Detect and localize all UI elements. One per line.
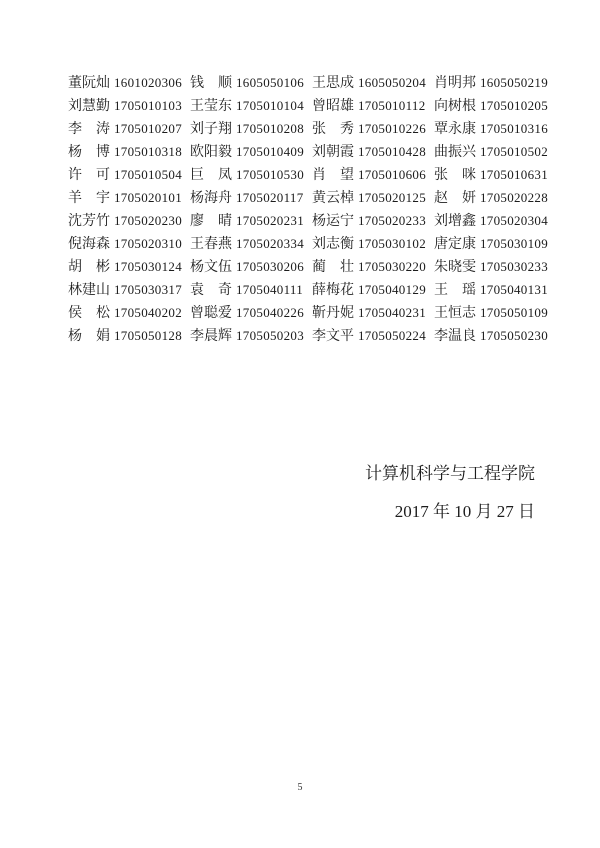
student-name: 蔺 壮: [312, 260, 354, 275]
student-name: 王恒志: [434, 306, 476, 321]
roster-entry: [68, 71, 190, 94]
student-id: 1705010318: [114, 144, 182, 159]
student-id: 1705040231: [358, 305, 426, 320]
roster-entry: [434, 301, 556, 324]
page-number: 5: [297, 782, 303, 793]
student-id: 1601020306: [114, 75, 182, 90]
roster-entry: [68, 94, 190, 117]
roster-row: [68, 255, 560, 278]
student-id: 1705010205: [480, 98, 548, 113]
student-id: 1605050204: [358, 75, 426, 90]
roster-entry: [312, 255, 434, 278]
roster-entry: [312, 232, 434, 255]
roster-row: [68, 209, 560, 232]
student-id: 1705010208: [236, 121, 304, 136]
student-name: 曾聪爱: [190, 306, 232, 321]
roster-entry: [68, 324, 190, 347]
student-name: 张 咪: [434, 168, 476, 183]
student-id: 1605050106: [236, 75, 304, 90]
student-name: 朱晓雯: [434, 260, 476, 275]
roster-row: [68, 117, 560, 140]
student-name: 林建山: [68, 283, 110, 298]
student-id: 1605050219: [480, 75, 548, 90]
roster-entry: [312, 324, 434, 347]
student-name: 薛梅花: [312, 283, 354, 298]
roster-entry: [434, 278, 556, 301]
roster-entry: [190, 117, 312, 140]
student-id: 1705030220: [358, 259, 426, 274]
roster-entry: [434, 255, 556, 278]
roster-row: [68, 324, 560, 347]
student-name: 李文平: [312, 329, 354, 344]
roster-entry: [312, 301, 434, 324]
signature-date: 2017 年 10 月 27 日: [394, 502, 535, 521]
roster-entry: [68, 209, 190, 232]
student-name: 肖 望: [312, 168, 354, 183]
student-id: 1705020310: [114, 236, 182, 251]
student-id: 1705010226: [358, 121, 426, 136]
student-roster: [68, 71, 560, 347]
student-id: 1705050230: [480, 328, 548, 343]
roster-entry: [434, 163, 556, 186]
student-id: 1705040111: [236, 282, 304, 297]
student-id: 1705040129: [358, 282, 426, 297]
roster-entry: [190, 232, 312, 255]
student-id: 1705020101: [114, 190, 182, 205]
roster-entry: [312, 209, 434, 232]
student-id: 1705030206: [236, 259, 304, 274]
student-name: 杨运宁: [312, 214, 354, 229]
student-id: 1705010104: [236, 98, 304, 113]
roster-row: [68, 301, 560, 324]
student-name: 杨 娟: [68, 329, 110, 344]
student-id: 1705040226: [236, 305, 304, 320]
roster-entry: [68, 232, 190, 255]
student-id: 1705010530: [236, 167, 304, 182]
student-id: 1705010207: [114, 121, 182, 136]
roster-entry: [190, 324, 312, 347]
student-id: 1705030124: [114, 259, 182, 274]
student-name: 向树根: [434, 99, 476, 114]
roster-entry: [434, 232, 556, 255]
student-id: 1705020304: [480, 213, 548, 228]
roster-entry: [190, 140, 312, 163]
student-id: 1705010504: [114, 167, 182, 182]
roster-entry: [312, 140, 434, 163]
student-name: 杨 博: [68, 145, 110, 160]
student-id: 1705030317: [114, 282, 182, 297]
student-name: 覃永康: [434, 122, 476, 137]
roster-entry: [68, 163, 190, 186]
student-name: 肖明邦: [434, 76, 476, 91]
student-id: 1705020334: [236, 236, 304, 251]
student-name: 廖 晴: [190, 214, 232, 229]
roster-entry: [312, 186, 434, 209]
student-name: 胡 彬: [68, 260, 110, 275]
student-id: 1705020117: [236, 190, 304, 205]
student-name: 李晨辉: [190, 329, 232, 344]
roster-entry: [312, 117, 434, 140]
roster-row: [68, 71, 560, 94]
student-name: 欧阳毅: [190, 145, 232, 160]
roster-entry: [68, 301, 190, 324]
roster-entry: [190, 209, 312, 232]
student-name: 倪海森: [68, 237, 110, 252]
student-id: 1705010631: [480, 167, 548, 182]
student-name: 唐定康: [434, 237, 476, 252]
student-name: 王 瑶: [434, 283, 476, 298]
student-id: 1705030102: [358, 236, 426, 251]
roster-entry: [434, 140, 556, 163]
roster-entry: [68, 186, 190, 209]
student-name: 杨文伍: [190, 260, 232, 275]
roster-entry: [434, 71, 556, 94]
student-id: 1705020230: [114, 213, 182, 228]
roster-entry: [190, 71, 312, 94]
student-id: 1705020231: [236, 213, 304, 228]
student-name: 沈芳竹: [68, 214, 110, 229]
roster-row: [68, 232, 560, 255]
student-id: 1705010409: [236, 144, 304, 159]
student-id: 1705010316: [480, 121, 548, 136]
roster-entry: [190, 301, 312, 324]
roster-entry: [68, 278, 190, 301]
roster-entry: [68, 117, 190, 140]
roster-entry: [434, 94, 556, 117]
roster-row: [68, 140, 560, 163]
institution-signature: 计算机科学与工程学院: [365, 464, 535, 483]
student-id: 1705010103: [114, 98, 182, 113]
student-id: 1705010502: [480, 144, 548, 159]
student-name: 靳丹妮: [312, 306, 354, 321]
roster-entry: [312, 163, 434, 186]
student-name: 许 可: [68, 168, 110, 183]
roster-entry: [190, 94, 312, 117]
roster-row: [68, 94, 560, 117]
student-id: 1705020233: [358, 213, 426, 228]
roster-entry: [190, 255, 312, 278]
student-name: 李 涛: [68, 122, 110, 137]
student-name: 刘增鑫: [434, 214, 476, 229]
roster-row: [68, 186, 560, 209]
student-id: 1705030109: [480, 236, 548, 251]
student-id: 1705020228: [480, 190, 548, 205]
student-name: 钱 顺: [190, 76, 232, 91]
student-name: 刘子翔: [190, 122, 232, 137]
roster-entry: [68, 255, 190, 278]
roster-entry: [434, 117, 556, 140]
student-name: 刘朝霞: [312, 145, 354, 160]
roster-entry: [68, 140, 190, 163]
student-name: 羊 宇: [68, 191, 110, 206]
roster-entry: [190, 186, 312, 209]
roster-entry: [312, 94, 434, 117]
roster-entry: [434, 209, 556, 232]
student-id: 1705020125: [358, 190, 426, 205]
student-name: 王莹东: [190, 99, 232, 114]
student-name: 刘慧勤: [68, 99, 110, 114]
roster-row: [68, 278, 560, 301]
student-name: 曲振兴: [434, 145, 476, 160]
roster-entry: [434, 186, 556, 209]
student-name: 刘志衡: [312, 237, 354, 252]
roster-entry: [434, 324, 556, 347]
student-name: 曾昭雄: [312, 99, 354, 114]
student-id: 1705050224: [358, 328, 426, 343]
student-name: 张 秀: [312, 122, 354, 137]
roster-entry: [312, 71, 434, 94]
roster-row: [68, 163, 560, 186]
student-name: 王思成: [312, 76, 354, 91]
signature-block: [365, 455, 535, 531]
student-name: 杨海舟: [190, 191, 232, 206]
student-name: 赵 妍: [434, 191, 476, 206]
student-id: 1705050109: [480, 305, 548, 320]
student-id: 1705050128: [114, 328, 182, 343]
student-name: 袁 奇: [190, 283, 232, 298]
roster-entry: [312, 278, 434, 301]
student-id: 1705010428: [358, 144, 426, 159]
student-id: 1705030233: [480, 259, 548, 274]
student-name: 巨 凤: [190, 168, 232, 183]
student-name: 王春燕: [190, 237, 232, 252]
student-id: 1705050203: [236, 328, 304, 343]
student-id: 1705010606: [358, 167, 426, 182]
student-id: 1705040131: [480, 282, 548, 297]
student-name: 董阮灿: [68, 76, 110, 91]
roster-entry: [190, 163, 312, 186]
student-name: 黄云棹: [312, 191, 354, 206]
student-name: 李温良: [434, 329, 476, 344]
roster-entry: [190, 278, 312, 301]
student-name: 侯 松: [68, 306, 110, 321]
student-id: 1705010112: [358, 98, 426, 113]
student-id: 1705040202: [114, 305, 182, 320]
